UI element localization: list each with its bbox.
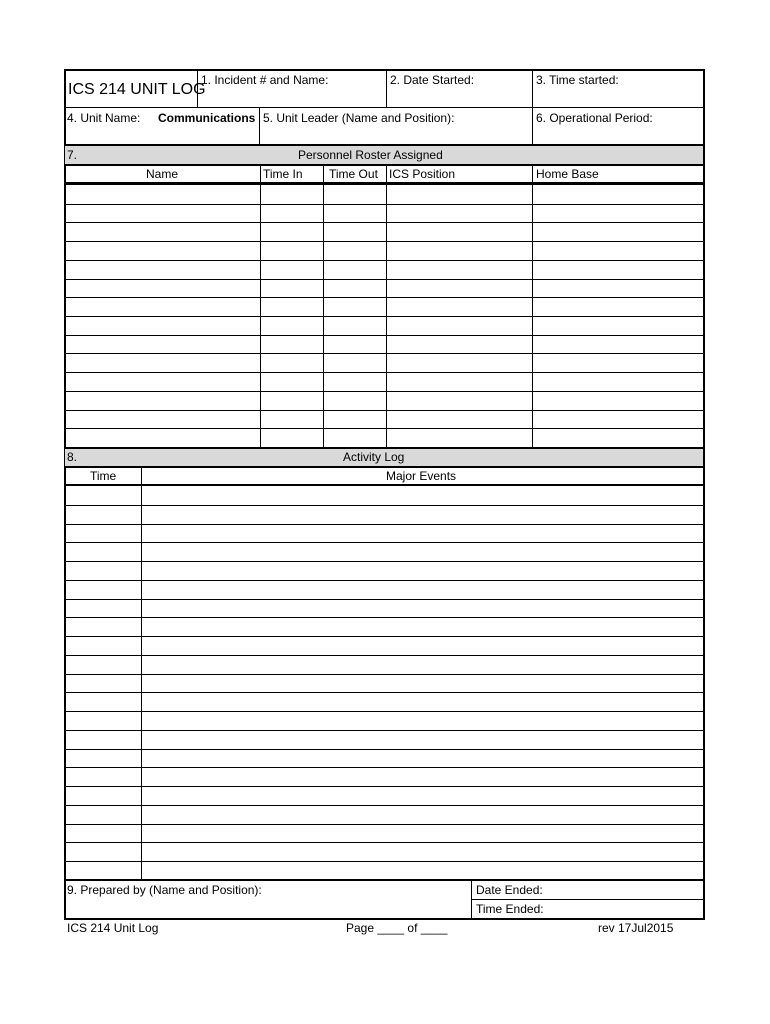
roster-cell-ics-position[interactable] (387, 279, 532, 297)
activity-cell-time[interactable] (66, 599, 141, 617)
roster-cell-ics-position[interactable] (387, 222, 532, 240)
roster-cell-time-in[interactable] (261, 260, 323, 278)
roster-cell-ics-position[interactable] (387, 335, 532, 353)
roster-cell-home-base[interactable] (533, 353, 703, 371)
activity-cell-major-events[interactable] (142, 674, 703, 692)
date-ended-label: Date Ended: (476, 883, 543, 897)
footer-page-number: Page ____ of ____ (346, 921, 448, 935)
roster-col-home-base: Home Base (536, 167, 599, 181)
activity-cell-time[interactable] (66, 674, 141, 692)
roster-cell-ics-position[interactable] (387, 316, 532, 334)
time-ended-field[interactable] (548, 900, 703, 918)
activity-cell-time[interactable] (66, 711, 141, 729)
unit-leader-label: 5. Unit Leader (Name and Position): (263, 111, 455, 125)
prepared-by-label: 9. Prepared by (Name and Position): (67, 883, 262, 897)
roster-cell-name[interactable] (66, 316, 260, 334)
roster-cell-home-base[interactable] (533, 372, 703, 390)
activity-cell-time[interactable] (66, 617, 141, 635)
roster-cell-time-in[interactable] (261, 185, 323, 203)
time-ended-label: Time Ended: (476, 902, 544, 916)
activity-section-title: Activity Log (343, 450, 405, 464)
prepared-by-field[interactable] (66, 898, 471, 918)
roster-cell-name[interactable] (66, 353, 260, 371)
activity-cell-major-events[interactable] (142, 842, 703, 860)
activity-cell-time[interactable] (66, 749, 141, 767)
activity-cell-time[interactable] (66, 805, 141, 823)
roster-cell-name[interactable] (66, 410, 260, 428)
footer-revision: rev 17Jul2015 (598, 921, 674, 935)
roster-cell-time-out[interactable] (324, 410, 386, 428)
roster-cell-name[interactable] (66, 222, 260, 240)
header-rule (65, 107, 704, 108)
roster-cell-time-out[interactable] (324, 260, 386, 278)
roster-col-time-out: Time Out (329, 167, 378, 181)
activity-section-number: 8. (67, 450, 78, 464)
roster-cell-time-in[interactable] (261, 353, 323, 371)
roster-cell-time-out[interactable] (324, 335, 386, 353)
form-title: ICS 214 UNIT LOG (68, 81, 206, 98)
activity-cell-major-events[interactable] (142, 692, 703, 710)
time-started-field[interactable] (533, 88, 703, 107)
activity-cell-major-events[interactable] (142, 524, 703, 542)
activity-cell-time[interactable] (66, 767, 141, 785)
roster-cell-ics-position[interactable] (387, 185, 532, 203)
activity-cell-time[interactable] (66, 842, 141, 860)
activity-cell-time[interactable] (66, 486, 141, 504)
roster-col-ics-position: ICS Position (389, 167, 456, 181)
operational-period-label: 6. Operational Period: (536, 111, 653, 125)
date-started-field[interactable] (387, 88, 532, 107)
activity-cell-major-events[interactable] (142, 486, 703, 504)
roster-cell-name[interactable] (66, 428, 260, 446)
date-started-label: 2. Date Started: (390, 73, 475, 87)
roster-cell-name[interactable] (66, 185, 260, 203)
roster-cell-ics-position[interactable] (387, 353, 532, 371)
roster-cell-time-out[interactable] (324, 316, 386, 334)
roster-cell-time-in[interactable] (261, 279, 323, 297)
roster-header-rule (65, 164, 704, 166)
activity-cell-major-events[interactable] (142, 786, 703, 804)
activity-cell-major-events[interactable] (142, 561, 703, 579)
roster-cell-name[interactable] (66, 335, 260, 353)
roster-cell-time-out[interactable] (324, 391, 386, 409)
activity-cell-major-events[interactable] (142, 711, 703, 729)
roster-cell-time-out[interactable] (324, 297, 386, 315)
roster-cell-time-in[interactable] (261, 335, 323, 353)
unit-leader-field[interactable] (260, 126, 532, 144)
roster-cell-time-in[interactable] (261, 297, 323, 315)
activity-cell-major-events[interactable] (142, 636, 703, 654)
roster-cell-ics-position[interactable] (387, 410, 532, 428)
roster-cell-time-in[interactable] (261, 222, 323, 240)
roster-cell-home-base[interactable] (533, 297, 703, 315)
roster-cell-time-out[interactable] (324, 222, 386, 240)
roster-cell-time-in[interactable] (261, 241, 323, 259)
roster-cell-name[interactable] (66, 260, 260, 278)
roster-cell-time-out[interactable] (324, 428, 386, 446)
roster-cell-name[interactable] (66, 241, 260, 259)
roster-cell-time-out[interactable] (324, 279, 386, 297)
roster-cell-time-out[interactable] (324, 204, 386, 222)
activity-cell-time[interactable] (66, 636, 141, 654)
activity-cell-major-events[interactable] (142, 580, 703, 598)
roster-section-number: 7. (67, 148, 78, 162)
footer-form-name: ICS 214 Unit Log (67, 921, 159, 935)
activity-cell-time[interactable] (66, 561, 141, 579)
activity-cell-major-events[interactable] (142, 599, 703, 617)
unit-name-label: 4. Unit Name: (67, 111, 141, 125)
roster-cell-time-out[interactable] (324, 241, 386, 259)
activity-cell-time[interactable] (66, 786, 141, 804)
activity-header-rule (65, 466, 704, 468)
roster-cell-home-base[interactable] (533, 222, 703, 240)
roster-cell-home-base[interactable] (533, 428, 703, 446)
roster-cell-time-in[interactable] (261, 428, 323, 446)
activity-cell-time[interactable] (66, 861, 141, 879)
roster-cell-ics-position[interactable] (387, 428, 532, 446)
roster-col-name: Name (146, 167, 179, 181)
roster-cell-time-in[interactable] (261, 391, 323, 409)
roster-cell-time-in[interactable] (261, 372, 323, 390)
activity-cell-major-events[interactable] (142, 749, 703, 767)
operational-period-field[interactable] (533, 126, 703, 144)
roster-cell-time-in[interactable] (261, 204, 323, 222)
incident-field[interactable] (198, 88, 386, 107)
activity-cell-major-events[interactable] (142, 730, 703, 748)
roster-cell-time-out[interactable] (324, 372, 386, 390)
activity-cell-time[interactable] (66, 505, 141, 523)
roster-cell-ics-position[interactable] (387, 372, 532, 390)
activity-cell-time[interactable] (66, 524, 141, 542)
roster-cell-home-base[interactable] (533, 335, 703, 353)
unit-name-value[interactable]: Communications (158, 111, 256, 125)
roster-cell-time-in[interactable] (261, 410, 323, 428)
activity-cell-major-events[interactable] (142, 824, 703, 842)
activity-col-time: Time (90, 469, 117, 483)
roster-cell-home-base[interactable] (533, 391, 703, 409)
activity-cell-time[interactable] (66, 542, 141, 560)
roster-cell-home-base[interactable] (533, 260, 703, 278)
roster-cell-name[interactable] (66, 297, 260, 315)
roster-cell-ics-position[interactable] (387, 391, 532, 409)
activity-cell-time[interactable] (66, 655, 141, 673)
roster-cell-home-base[interactable] (533, 279, 703, 297)
roster-cell-home-base[interactable] (533, 185, 703, 203)
incident-label: 1. Incident # and Name: (201, 73, 329, 87)
roster-cell-ics-position[interactable] (387, 297, 532, 315)
roster-cell-name[interactable] (66, 372, 260, 390)
activity-cell-major-events[interactable] (142, 617, 703, 635)
activity-cell-major-events[interactable] (142, 767, 703, 785)
roster-cell-name[interactable] (66, 391, 260, 409)
roster-cell-name[interactable] (66, 204, 260, 222)
activity-cell-time[interactable] (66, 730, 141, 748)
roster-cell-time-out[interactable] (324, 353, 386, 371)
roster-col-time-in: Time In (263, 167, 303, 181)
roster-cell-name[interactable] (66, 279, 260, 297)
time-started-label: 3. Time started: (536, 73, 619, 87)
roster-cell-home-base[interactable] (533, 241, 703, 259)
roster-cell-home-base[interactable] (533, 316, 703, 334)
roster-cell-time-out[interactable] (324, 185, 386, 203)
roster-cell-home-base[interactable] (533, 204, 703, 222)
activity-cell-major-events[interactable] (142, 655, 703, 673)
roster-cell-ics-position[interactable] (387, 204, 532, 222)
activity-cell-major-events[interactable] (142, 805, 703, 823)
roster-section-title: Personnel Roster Assigned (298, 148, 443, 162)
activity-cell-major-events[interactable] (142, 505, 703, 523)
activity-cell-major-events[interactable] (142, 861, 703, 879)
roster-cell-time-in[interactable] (261, 316, 323, 334)
activity-cell-time[interactable] (66, 692, 141, 710)
activity-cell-time[interactable] (66, 580, 141, 598)
roster-cell-home-base[interactable] (533, 410, 703, 428)
date-ended-field[interactable] (548, 881, 703, 899)
roster-cell-ics-position[interactable] (387, 260, 532, 278)
activity-cell-time[interactable] (66, 824, 141, 842)
activity-cell-major-events[interactable] (142, 542, 703, 560)
roster-cell-ics-position[interactable] (387, 241, 532, 259)
activity-col-major-events: Major Events (386, 469, 457, 483)
